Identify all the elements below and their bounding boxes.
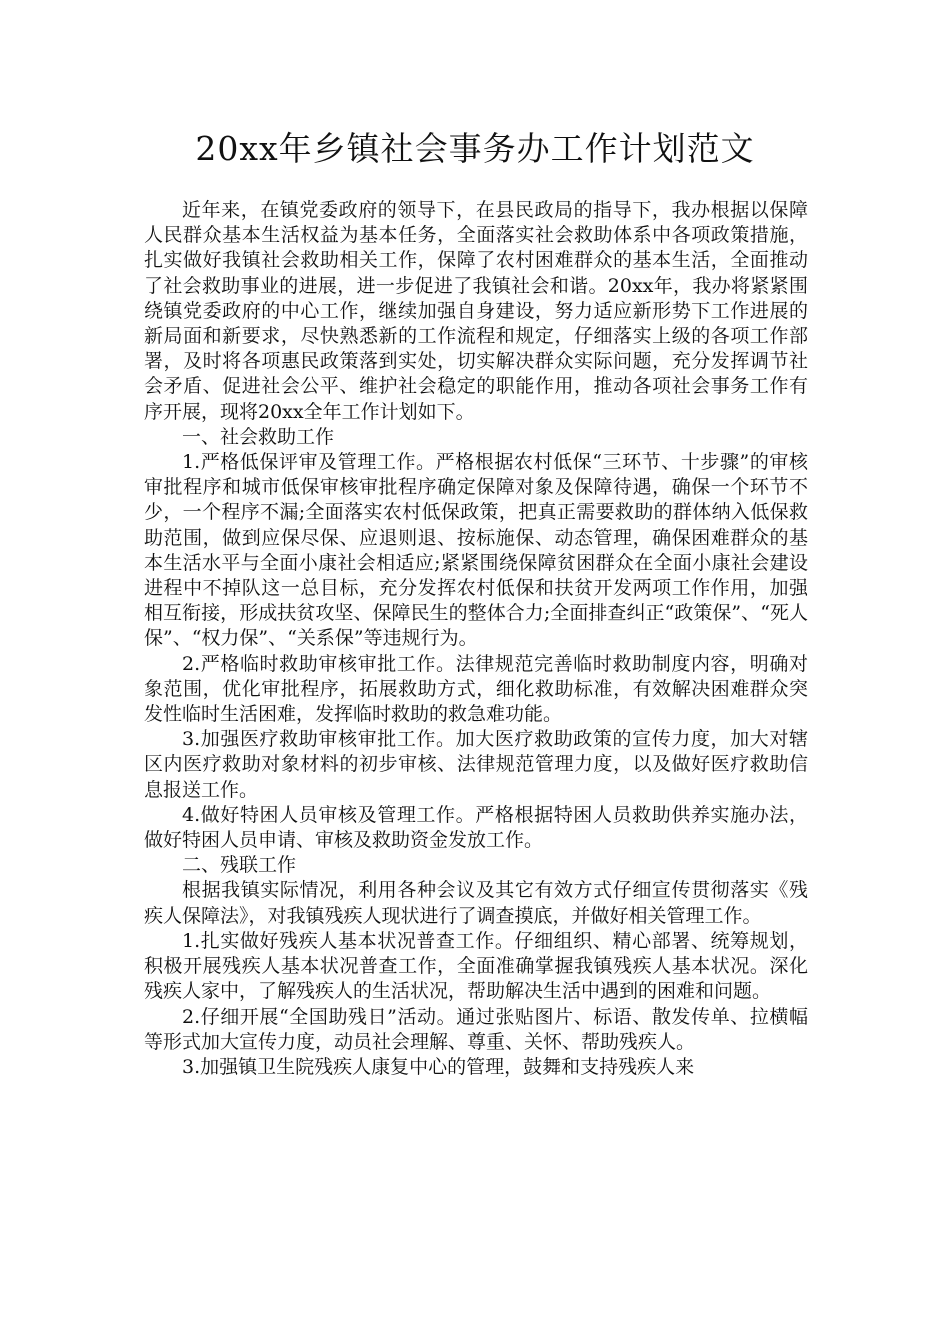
paragraph-disability-item-3: 3.加强镇卫生院残疾人康复中心的管理，鼓舞和支持残疾人来 xyxy=(182,1055,695,1078)
paragraph-disability-item-1: 1.扎实做好残疾人基本状况普查工作。仔细组织、精心部署、统筹规划，积极开展残疾人基本状况普查工作，全面准确掌握我镇残疾人基本状况。深化残疾人家中，了解残疾人的生活状况，帮助解决生活中遇到的困难和问题。 xyxy=(144,929,808,1003)
paragraph-item-2: 2.严格临时救助审核审批工作。法律规范完善临时救助制度内容，明确对象范围，优化审批程序，拓展救助方式，细化救助标准，有效解决困难群众突发性临时生活困难，发挥临时救助的救急难功能。 xyxy=(144,652,808,726)
paragraph-item-4: 4.做好特困人员审核及管理工作。严格根据特困人员救助供养实施办法，做好特困人员申请、审核及救助资金发放工作。 xyxy=(144,803,808,852)
paragraph-item-3: 3.加强医疗救助审核审批工作。加大医疗救助政策的宣传力度，加大对辖区内医疗救助对象材料的初步审核、法律规范管理力度，以及做好医疗救助信息报送工作。 xyxy=(144,728,808,801)
document-title: 20xx年乡镇社会事务办工作计划范文 xyxy=(195,129,755,168)
paragraph-intro: 近年来，在镇党委政府的领导下，在县民政局的指导下，我办根据以保障人民群众基本生活权益为基本任务，全面落实社会救助体系中各项政策措施，扎实做好我镇社会救助相关工作，保障了农村困难群众的基本生活，全面推动了社会救助事业的进展，进一步促进了我镇社会和谐。20xx年，我办将紧紧围绕镇党委政府的中心工作，继续加强自身建设，努力适应新形势下工作进展的新局面和新要求，尽快熟悉新的工作流程和规定，仔细落实上级的各项工作部署，及时将各项惠民政策落到实处，切实解决群众实际问题，充分发挥调节社会矛盾、促进社会公平、维护社会稳定的职能作用，推动各项社会事务工作有序开展，现将20xx全年工作计划如下。 xyxy=(144,199,808,423)
paragraph-disability-item-2: 2.仔细开展“全国助残日”活动。通过张贴图片、标语、散发传单、拉横幅等形式加大宣传力度，动员社会理解、尊重、关怀、帮助残疾人。 xyxy=(144,1005,808,1053)
section-heading-disability: 二、残联工作 xyxy=(182,854,297,877)
section-heading-social-assistance: 一、社会救助工作 xyxy=(182,425,335,448)
paragraph-disability-intro: 根据我镇实际情况，利用各种会议及其它有效方式仔细宣传贯彻落实《残疾人保障法》，对我镇残疾人现状进行了调查摸底，并做好相关管理工作。 xyxy=(144,879,808,927)
document-body xyxy=(144,198,808,1080)
paragraph-item-1: 1.严格低保评审及管理工作。严格根据农村低保“三环节、十步骤”的审核审批程序和城市低保审核审批程序确定保障对象及保障待遇，确保一个环节不少，一个程序不漏;全面落实农村低保政策，把真正需要救助的群体纳入低保救助范围，做到应保尽保、应退则退、按标施保、动态管理，确保困难群众的基本生活水平与全面小康社会相适应;紧紧围绕保障贫困群众在全面小康社会建设进程中不掉队这一总目标，充分发挥农村低保和扶贫开发两项工作作用，加强相互衔接，形成扶贫攻坚、保障民生的整体合力;全面排查纠正“政策保”、“死人保”、“权力保”、“关系保”等违规行为。 xyxy=(144,451,808,650)
